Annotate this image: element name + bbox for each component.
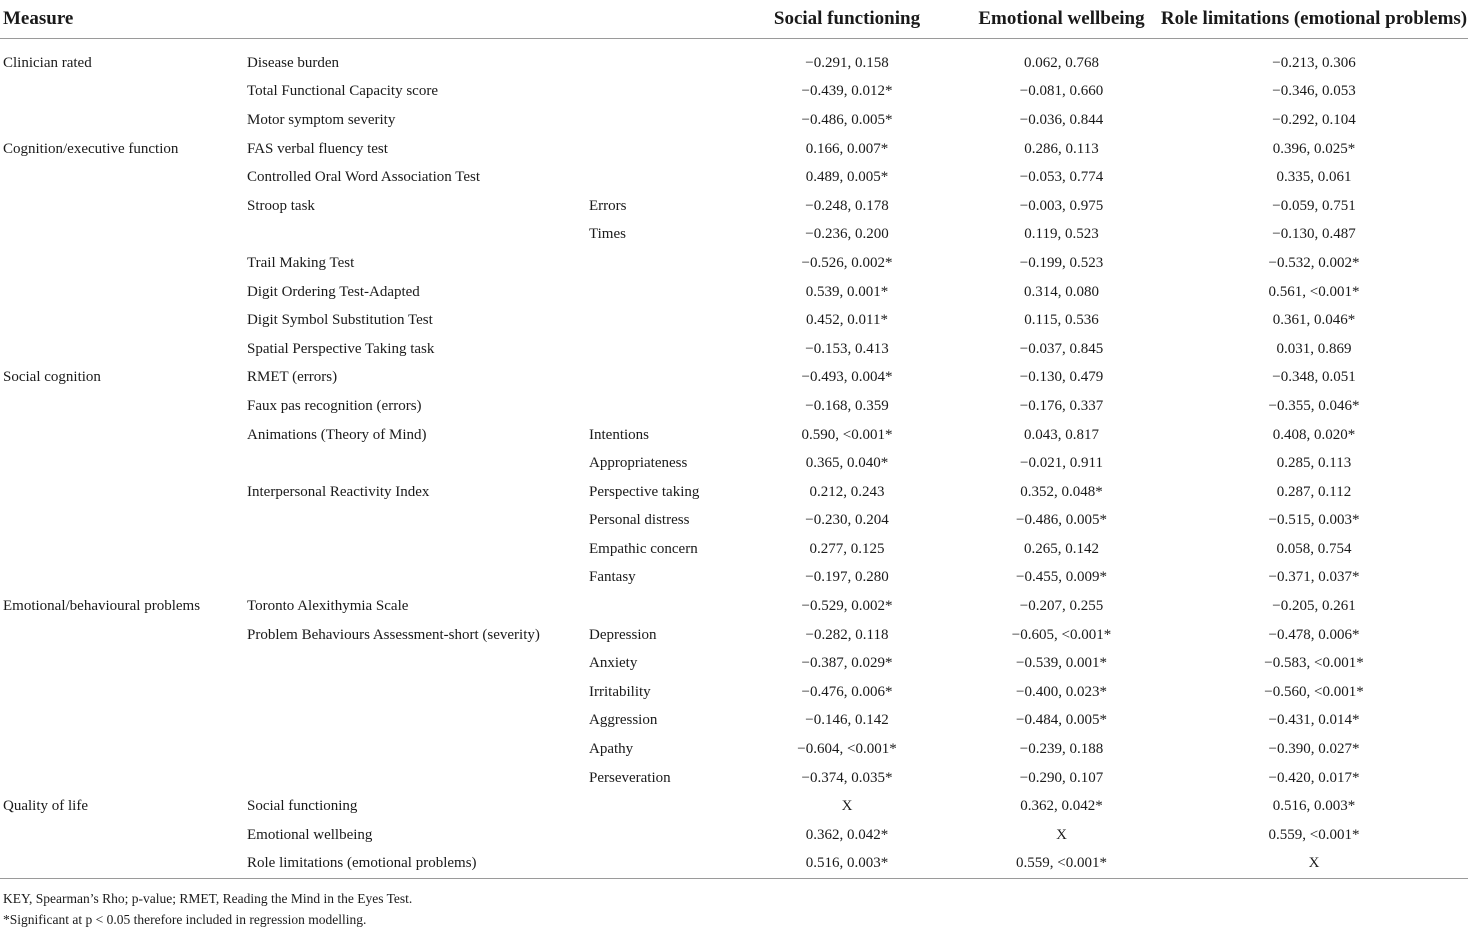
cell-measure bbox=[247, 649, 589, 678]
cell-emotional-wellbeing: −0.037, 0.845 bbox=[1019, 340, 1104, 357]
cell-submeasure bbox=[589, 39, 731, 78]
table-row bbox=[0, 106, 1468, 135]
cell-measure bbox=[247, 735, 589, 764]
footnote-significance: *Significant at p < 0.05 therefore included in regression modelling. bbox=[3, 912, 367, 928]
cell-social-functioning: −0.168, 0.359 bbox=[805, 397, 889, 414]
cell-emotional-wellbeing: −0.003, 0.975 bbox=[1019, 197, 1104, 214]
cell-social-functioning: −0.387, 0.029* bbox=[801, 655, 893, 672]
cell-role-limitations: −0.292, 0.104 bbox=[1272, 111, 1356, 128]
table-row bbox=[0, 507, 1468, 536]
cell-submeasure: Aggression bbox=[589, 712, 658, 729]
cell-measure bbox=[247, 221, 589, 250]
cell-group bbox=[0, 221, 247, 250]
cell-role-limitations: 0.559, <0.001* bbox=[1268, 826, 1360, 843]
cell-emotional-wellbeing: −0.486, 0.005* bbox=[1016, 512, 1107, 529]
cell-measure: Digit Ordering Test-Adapted bbox=[247, 283, 420, 300]
cell-group bbox=[0, 535, 247, 564]
cell-group: Cognition/executive function bbox=[3, 140, 179, 157]
cell-social-functioning: 0.212, 0.243 bbox=[809, 483, 885, 500]
cell-role-limitations: 0.516, 0.003* bbox=[1272, 798, 1356, 815]
cell-submeasure: Anxiety bbox=[589, 655, 638, 672]
header-measure: Measure bbox=[0, 0, 731, 39]
cell-social-functioning: 0.277, 0.125 bbox=[809, 540, 885, 557]
cell-group bbox=[0, 335, 247, 364]
table-body bbox=[0, 39, 1468, 879]
cell-social-functioning: −0.282, 0.118 bbox=[805, 626, 889, 643]
table-row bbox=[0, 421, 1468, 450]
table-row bbox=[0, 564, 1468, 593]
cell-group bbox=[0, 306, 247, 335]
cell-submeasure bbox=[589, 335, 731, 364]
cell-submeasure bbox=[589, 163, 731, 192]
cell-measure: Spatial Perspective Taking task bbox=[247, 340, 435, 357]
cell-social-functioning: −0.526, 0.002* bbox=[801, 254, 893, 271]
cell-group bbox=[0, 106, 247, 135]
cell-emotional-wellbeing: X bbox=[1056, 826, 1067, 843]
cell-submeasure bbox=[589, 850, 731, 879]
table-row bbox=[0, 821, 1468, 850]
cell-submeasure: Personal distress bbox=[589, 512, 690, 529]
cell-measure: Interpersonal Reactivity Index bbox=[247, 483, 430, 500]
table-row bbox=[0, 621, 1468, 650]
cell-submeasure bbox=[589, 135, 731, 164]
cell-measure: Animations (Theory of Mind) bbox=[247, 426, 427, 443]
cell-emotional-wellbeing: −0.176, 0.337 bbox=[1019, 397, 1104, 414]
cell-social-functioning: −0.153, 0.413 bbox=[805, 340, 889, 357]
cell-role-limitations: 0.031, 0.869 bbox=[1276, 340, 1352, 357]
cell-role-limitations: −0.355, 0.046* bbox=[1268, 397, 1360, 414]
table-row bbox=[0, 649, 1468, 678]
cell-measure bbox=[247, 535, 589, 564]
cell-measure: Digit Symbol Substitution Test bbox=[247, 312, 433, 329]
table-header bbox=[0, 0, 1468, 39]
cell-measure: Problem Behaviours Assessment-short (severity) bbox=[247, 626, 540, 643]
cell-group bbox=[0, 707, 247, 736]
header-emotional-wellbeing: Emotional wellbeing bbox=[963, 0, 1160, 39]
cell-submeasure: Errors bbox=[589, 197, 627, 214]
header-social-functioning: Social functioning bbox=[731, 0, 963, 39]
cell-submeasure: Appropriateness bbox=[589, 455, 688, 472]
cell-group bbox=[0, 735, 247, 764]
cell-measure: Trail Making Test bbox=[247, 254, 355, 271]
table-row bbox=[0, 306, 1468, 335]
cell-role-limitations: −0.390, 0.027* bbox=[1268, 741, 1360, 758]
cell-social-functioning: −0.604, <0.001* bbox=[797, 741, 897, 758]
table-row bbox=[0, 39, 1468, 78]
cell-group bbox=[0, 649, 247, 678]
table-row bbox=[0, 278, 1468, 307]
cell-measure: Toronto Alexithymia Scale bbox=[247, 598, 409, 615]
cell-submeasure: Fantasy bbox=[589, 569, 636, 586]
cell-group: Quality of life bbox=[3, 798, 88, 815]
cell-role-limitations: 0.285, 0.113 bbox=[1276, 455, 1352, 472]
cell-group: Social cognition bbox=[3, 369, 101, 386]
cell-role-limitations: 0.408, 0.020* bbox=[1272, 426, 1356, 443]
cell-group bbox=[0, 850, 247, 879]
cell-role-limitations: 0.287, 0.112 bbox=[1276, 483, 1352, 500]
cell-measure: Role limitations (emotional problems) bbox=[247, 855, 477, 872]
cell-social-functioning: −0.230, 0.204 bbox=[805, 512, 889, 529]
cell-role-limitations: −0.478, 0.006* bbox=[1268, 626, 1360, 643]
cell-social-functioning: X bbox=[841, 798, 853, 815]
cell-emotional-wellbeing: −0.239, 0.188 bbox=[1019, 741, 1104, 758]
table-row bbox=[0, 392, 1468, 421]
cell-role-limitations: −0.346, 0.053 bbox=[1272, 83, 1356, 100]
cell-group bbox=[0, 78, 247, 107]
cell-submeasure: Perseveration bbox=[589, 769, 671, 786]
cell-emotional-wellbeing: −0.207, 0.255 bbox=[1019, 598, 1104, 615]
cell-social-functioning: 0.539, 0.001* bbox=[805, 283, 889, 300]
cell-emotional-wellbeing: −0.199, 0.523 bbox=[1019, 254, 1104, 271]
cell-social-functioning: −0.486, 0.005* bbox=[801, 111, 893, 128]
cell-measure: Stroop task bbox=[247, 197, 315, 214]
cell-group: Clinician rated bbox=[3, 54, 92, 71]
cell-emotional-wellbeing: −0.130, 0.479 bbox=[1019, 369, 1104, 386]
cell-group: Emotional/behavioural problems bbox=[3, 598, 201, 615]
table-row bbox=[0, 135, 1468, 164]
cell-submeasure bbox=[589, 278, 731, 307]
cell-group bbox=[0, 564, 247, 593]
cell-submeasure bbox=[589, 821, 731, 850]
cell-role-limitations: X bbox=[1308, 855, 1320, 872]
cell-submeasure bbox=[589, 364, 731, 393]
cell-emotional-wellbeing: −0.053, 0.774 bbox=[1019, 169, 1104, 186]
table-row bbox=[0, 364, 1468, 393]
table-row bbox=[0, 707, 1468, 736]
cell-emotional-wellbeing: −0.036, 0.844 bbox=[1019, 111, 1104, 128]
cell-role-limitations: 0.561, <0.001* bbox=[1268, 283, 1360, 300]
cell-group bbox=[0, 621, 247, 650]
cell-measure: Disease burden bbox=[247, 54, 340, 71]
cell-emotional-wellbeing: −0.021, 0.911 bbox=[1020, 455, 1103, 472]
cell-measure bbox=[247, 678, 589, 707]
table-row bbox=[0, 192, 1468, 221]
cell-role-limitations: −0.213, 0.306 bbox=[1272, 54, 1356, 71]
cell-measure: FAS verbal fluency test bbox=[247, 140, 388, 157]
cell-emotional-wellbeing: −0.290, 0.107 bbox=[1019, 769, 1104, 786]
cell-role-limitations: −0.431, 0.014* bbox=[1268, 712, 1360, 729]
cell-group bbox=[0, 678, 247, 707]
cell-group bbox=[0, 421, 247, 450]
cell-submeasure: Depression bbox=[589, 626, 657, 643]
cell-submeasure: Intentions bbox=[589, 426, 649, 443]
table-row bbox=[0, 163, 1468, 192]
cell-social-functioning: −0.374, 0.035* bbox=[801, 769, 893, 786]
cell-emotional-wellbeing: −0.484, 0.005* bbox=[1016, 712, 1107, 729]
cell-social-functioning: −0.146, 0.142 bbox=[805, 712, 889, 729]
cell-submeasure bbox=[589, 592, 731, 621]
cell-group bbox=[0, 249, 247, 278]
cell-measure: RMET (errors) bbox=[247, 369, 338, 386]
table-row bbox=[0, 678, 1468, 707]
cell-measure bbox=[247, 764, 589, 793]
table-row bbox=[0, 221, 1468, 250]
cell-submeasure bbox=[589, 306, 731, 335]
cell-social-functioning: 0.362, 0.042* bbox=[805, 826, 889, 843]
cell-role-limitations: 0.361, 0.046* bbox=[1272, 312, 1356, 329]
cell-emotional-wellbeing: 0.043, 0.817 bbox=[1024, 426, 1099, 443]
cell-group bbox=[0, 764, 247, 793]
table-row bbox=[0, 735, 1468, 764]
cell-role-limitations: −0.420, 0.017* bbox=[1268, 769, 1360, 786]
cell-role-limitations: −0.130, 0.487 bbox=[1272, 226, 1356, 243]
table-row bbox=[0, 249, 1468, 278]
cell-social-functioning: 0.489, 0.005* bbox=[805, 169, 889, 186]
cell-emotional-wellbeing: 0.362, 0.042* bbox=[1020, 798, 1103, 815]
cell-submeasure bbox=[589, 392, 731, 421]
header-row bbox=[0, 0, 1468, 39]
cell-social-functioning: 0.365, 0.040* bbox=[805, 455, 889, 472]
cell-group bbox=[0, 507, 247, 536]
cell-social-functioning: −0.248, 0.178 bbox=[805, 197, 889, 214]
cell-group bbox=[0, 278, 247, 307]
cell-role-limitations: −0.059, 0.751 bbox=[1272, 197, 1356, 214]
cell-submeasure bbox=[589, 249, 731, 278]
cell-measure bbox=[247, 449, 589, 478]
cell-social-functioning: −0.529, 0.002* bbox=[801, 598, 893, 615]
cell-measure bbox=[247, 707, 589, 736]
table-row bbox=[0, 478, 1468, 507]
cell-social-functioning: 0.590, <0.001* bbox=[801, 426, 893, 443]
cell-social-functioning: −0.493, 0.004* bbox=[801, 369, 893, 386]
cell-role-limitations: −0.515, 0.003* bbox=[1268, 512, 1360, 529]
cell-submeasure bbox=[589, 106, 731, 135]
cell-role-limitations: −0.583, <0.001* bbox=[1264, 655, 1364, 672]
cell-submeasure: Apathy bbox=[589, 741, 634, 758]
cell-measure bbox=[247, 564, 589, 593]
cell-emotional-wellbeing: 0.559, <0.001* bbox=[1016, 855, 1107, 872]
cell-group bbox=[0, 392, 247, 421]
table-row bbox=[0, 792, 1468, 821]
cell-measure: Total Functional Capacity score bbox=[247, 83, 438, 100]
cell-role-limitations: −0.532, 0.002* bbox=[1268, 254, 1360, 271]
cell-emotional-wellbeing: 0.119, 0.523 bbox=[1024, 226, 1099, 243]
cell-group bbox=[0, 163, 247, 192]
cell-emotional-wellbeing: −0.400, 0.023* bbox=[1016, 683, 1107, 700]
cell-submeasure: Empathic concern bbox=[589, 540, 698, 557]
cell-emotional-wellbeing: 0.115, 0.536 bbox=[1024, 312, 1099, 329]
cell-emotional-wellbeing: 0.352, 0.048* bbox=[1020, 483, 1103, 500]
table-row bbox=[0, 449, 1468, 478]
table-row bbox=[0, 335, 1468, 364]
cell-emotional-wellbeing: 0.062, 0.768 bbox=[1024, 54, 1099, 71]
cell-emotional-wellbeing: −0.605, <0.001* bbox=[1011, 626, 1112, 643]
cell-emotional-wellbeing: −0.081, 0.660 bbox=[1019, 83, 1104, 100]
footnote-key: KEY, Spearman’s Rho; p-value; RMET, Reading the Mind in the Eyes Test. bbox=[3, 891, 413, 907]
cell-emotional-wellbeing: 0.314, 0.080 bbox=[1024, 283, 1099, 300]
cell-role-limitations: 0.058, 0.754 bbox=[1276, 540, 1352, 557]
cell-role-limitations: −0.371, 0.037* bbox=[1268, 569, 1360, 586]
cell-role-limitations: 0.396, 0.025* bbox=[1272, 140, 1356, 157]
cell-role-limitations: −0.348, 0.051 bbox=[1272, 369, 1356, 386]
table-row bbox=[0, 78, 1468, 107]
cell-role-limitations: 0.335, 0.061 bbox=[1276, 169, 1352, 186]
cell-emotional-wellbeing: −0.455, 0.009* bbox=[1016, 569, 1107, 586]
cell-social-functioning: 0.452, 0.011* bbox=[806, 312, 888, 329]
cell-measure: Controlled Oral Word Association Test bbox=[247, 169, 480, 186]
cell-social-functioning: 0.166, 0.007* bbox=[805, 140, 889, 157]
cell-measure: Faux pas recognition (errors) bbox=[247, 397, 422, 414]
cell-role-limitations: −0.560, <0.001* bbox=[1264, 683, 1364, 700]
cell-measure: Emotional wellbeing bbox=[247, 826, 373, 843]
table-row bbox=[0, 592, 1468, 621]
cell-group bbox=[0, 449, 247, 478]
table-row bbox=[0, 764, 1468, 793]
cell-social-functioning: −0.236, 0.200 bbox=[805, 226, 889, 243]
cell-emotional-wellbeing: 0.286, 0.113 bbox=[1024, 140, 1099, 157]
cell-group bbox=[0, 821, 247, 850]
cell-social-functioning: −0.439, 0.012* bbox=[801, 83, 893, 100]
cell-social-functioning: −0.197, 0.280 bbox=[805, 569, 889, 586]
cell-social-functioning: 0.516, 0.003* bbox=[805, 855, 889, 872]
cell-submeasure: Irritability bbox=[589, 683, 651, 700]
cell-submeasure: Times bbox=[589, 226, 626, 243]
cell-emotional-wellbeing: −0.539, 0.001* bbox=[1016, 655, 1107, 672]
table-footnotes bbox=[0, 879, 1468, 930]
cell-group bbox=[0, 192, 247, 221]
cell-measure bbox=[247, 507, 589, 536]
cell-measure: Motor symptom severity bbox=[247, 111, 396, 128]
header-role-limitations: Role limitations (emotional problems) bbox=[1160, 0, 1468, 39]
cell-measure: Social functioning bbox=[247, 798, 358, 815]
table-row bbox=[0, 850, 1468, 879]
cell-emotional-wellbeing: 0.265, 0.142 bbox=[1024, 540, 1099, 557]
cell-role-limitations: −0.205, 0.261 bbox=[1272, 598, 1356, 615]
cell-social-functioning: −0.476, 0.006* bbox=[801, 683, 893, 700]
table-row bbox=[0, 535, 1468, 564]
cell-group bbox=[0, 478, 247, 507]
cell-social-functioning: −0.291, 0.158 bbox=[805, 54, 889, 71]
cell-submeasure bbox=[589, 78, 731, 107]
cell-submeasure: Perspective taking bbox=[589, 483, 700, 500]
cell-submeasure bbox=[589, 792, 731, 821]
